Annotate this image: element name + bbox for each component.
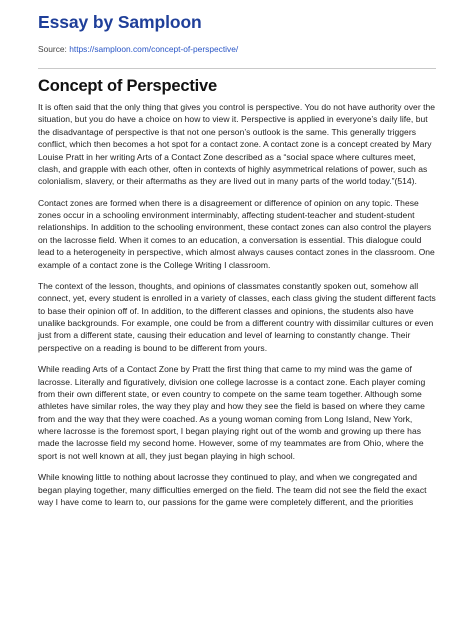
page-header (38, 12, 436, 54)
header-divider (38, 68, 436, 69)
essay-body (38, 101, 436, 517)
source-link[interactable]: https://samploon.com/concept-of-perspective/ (69, 44, 239, 54)
essay-paragraph: The context of the lesson, thoughts, and opinions of classmates constantly spoken out, somehow all connect, yet, every student is enrolled in a variety of classes, each class giving the student different facts to base their opinion off of. In addition, to the different classes and opinions, the students also have unalike backgrounds. For example, one could be from a different country with dissimilar cultures or even just from a different state, causing their education and level of learning to constantly change. Their perspective on a reading is bound to be different from yours. (38, 280, 436, 353)
brand-title: Essay by Samploon (38, 12, 202, 32)
essay-paragraph: While reading Arts of a Contact Zone by Pratt the first thing that came to my mind was the game of lacrosse. Literally and figuratively, division one college lacrosse is a contact zone. Each player coming from their own different state, or even country to compete on the same team together. Although some athletes have similar roles, the way they play and how they see the field is based on where they came from and the way that they were coached. As a young woman coming from Long Island, New York, where lacrosse is the foremost sport, I began playing right out of the womb and growing up there has made the lacrosse field my second home. However, some of my teammates are from Ohio, where the sport is not well known at all, they just began playing in high school. (38, 364, 426, 461)
essay-paragraph: Contact zones are formed when there is a disagreement or difference of opinion on any topic. These zones occur in a schooling environment interminably, affecting student-teacher and student-student relationships. In addition to the schooling environment, these contact zones can also control the players on the lacrosse field. When it comes to an education, a conversation is essential. This dialogue could lead to a heterogeneity in perspective, which almost always causes contact zones in the classroom. One example of a contact zone is the College Writing I classroom. (38, 197, 435, 270)
source-label: Source: (38, 44, 70, 54)
essay-title: Concept of Perspective (38, 77, 217, 95)
essay-paragraph: While knowing little to nothing about lacrosse they continued to play, and when we congregated and began playing together, many difficulties emerged on the field. The team did not see the field the exact way I have come to learn to, our passions for the game were completely different, and the priorities (38, 472, 427, 507)
essay-paragraph: It is often said that the only thing that gives you control is perspective. You do not have authority over the situation, but you do have a choice on how to view it. Perspective is applied in everyone’s daily life, but the disadvantage of perspective is that not one person’s outlook is the same. This generally triggers conflict, which then becomes a hot spot for a contact zone. A contact zone is a concept created by Mary Louise Pratt in her writing Arts of a Contact Zone described as a “social space where cultures meet, clash, and grapple with each other, often in contexts of highly asymmetrical relations of power, such as colonialism, slavery, or their aftermaths as they are lived out in many parts of the world today.”(514). (38, 102, 436, 187)
source-line (38, 44, 436, 54)
